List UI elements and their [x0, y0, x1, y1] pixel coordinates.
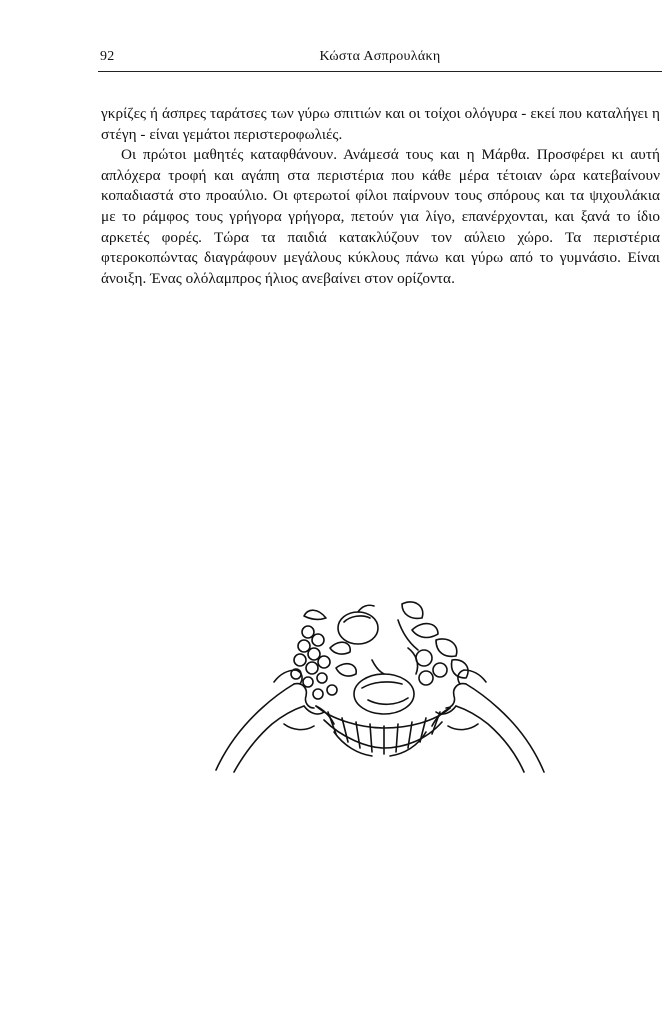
- fruit-basket-ornament-icon: [212, 598, 548, 774]
- body-text: [101, 104, 660, 289]
- running-header: [98, 49, 662, 72]
- page-number: 92: [100, 49, 115, 64]
- paragraph: γκρίζες ή άσπρες ταράτσες των γύρω σπιτιών και οι τοίχοι ολόγυρα - εκεί που καταλήγει η στέγη - είναι γεμάτοι περιστεροφωλιές.: [101, 105, 660, 143]
- paragraph: Οι πρώτοι μαθητές καταφθάνουν. Ανάμεσά τους και η Μάρθα. Προσφέρει κι αυτή απλόχερα τροφή και αγάπη στα περιστέρια που κάθε μέρα τέτοιαν ώρα κατεβαίνουν κοπαδιαστά στο προαύλιο. Οι φτερωτοί φίλοι παίρνουν τους σπόρους και τα ψιχουλάκια με το ράμφος τους γρήγορα γρήγορα, πετούν για λίγο, επανέρχονται, και ξανά το ίδιο αρκετές φορές. Τώρα τα παιδιά κατακλύζουν τον αύλειο χώρο. Τα περιστέρια φτεροκοπώντας διαγράφουν μεγάλους κύκλους πάνω και γύρω από το γυμνάσιο. Είναι άνοιξη. Ένας ολόλαμπρος ήλιος ανεβαίνει στον ορίζοντα.: [101, 146, 660, 287]
- running-title: Κώστα Ασπρουλάκη: [319, 49, 441, 64]
